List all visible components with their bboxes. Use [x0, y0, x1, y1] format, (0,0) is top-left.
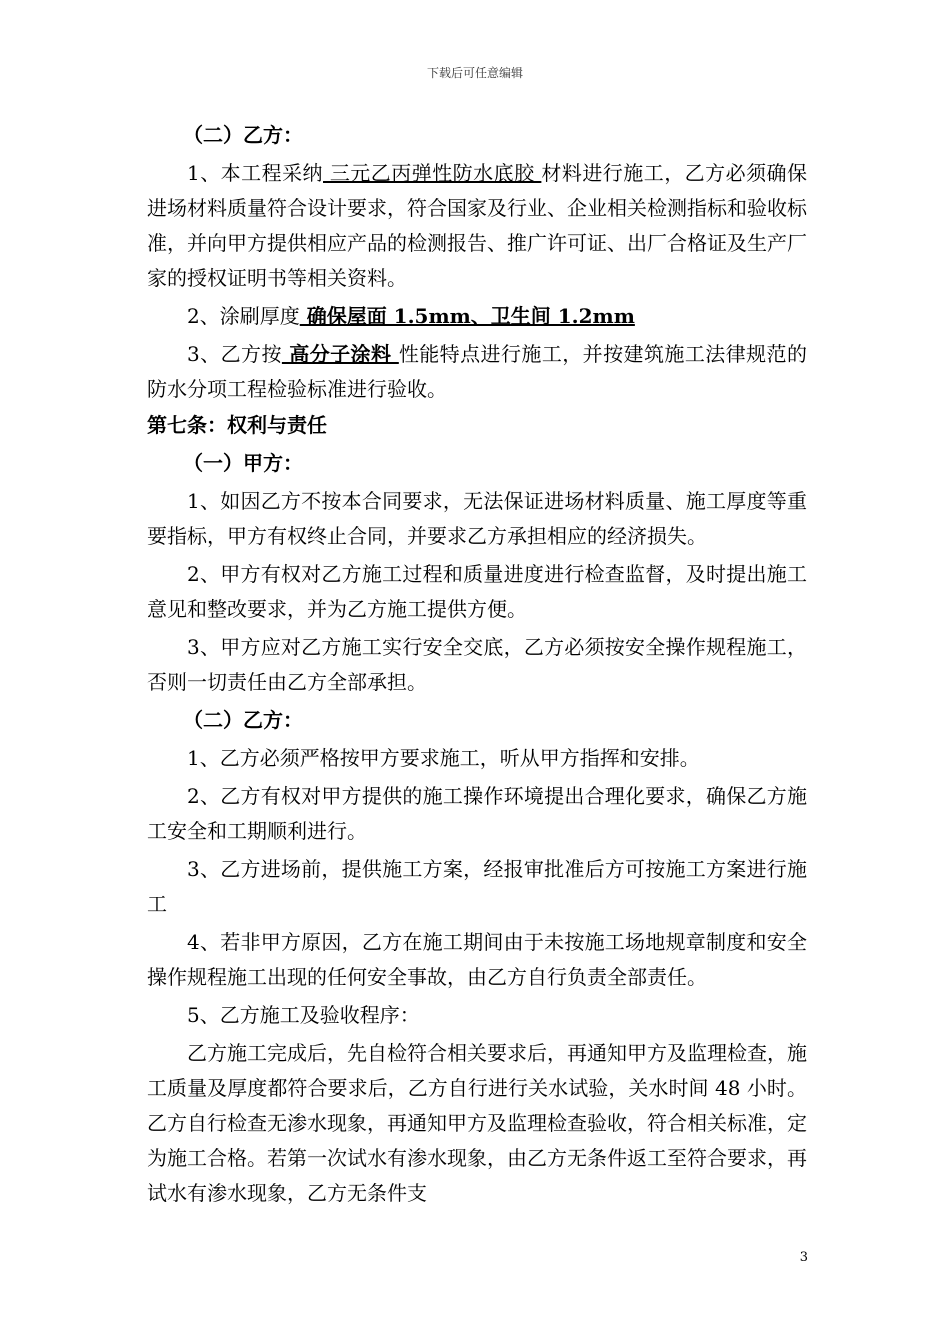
list-item: 1、乙方必须严格按甲方要求施工，听从甲方指挥和安排。 [187, 746, 700, 770]
page-header: 下载后可任意编辑 [426, 66, 523, 80]
section-heading-yi: （二）乙方： [183, 123, 303, 147]
list-item: 2、乙方有权对甲方提供的施工操作环境提出合理化要求，确保乙方施工安全和工期顺利进行。 [147, 784, 807, 843]
underlined-coating-name: 高分子涂料 [281, 342, 399, 366]
paragraph-text: 3、乙方按 [187, 342, 282, 366]
underlined-thickness-spec: 确保屋面 1.5mm、卫生间 1.2mm [299, 304, 635, 328]
document-body [147, 118, 807, 1214]
paragraph-thickness [147, 299, 807, 334]
list-item: 1、如因乙方不按本合同要求，无法保证进场材料质量、施工厚度等重要指标，甲方有权终止合同，并要求乙方承担相应的经济损失。 [147, 489, 807, 548]
paragraph-text: 2、涂刷厚度 [187, 304, 300, 328]
section-heading-jia: （一）甲方： [183, 451, 303, 475]
procedure-paragraph: 乙方施工完成后，先自检符合相关要求后，再通知甲方及监理检查，施工质量及厚度都符合要求后，乙方自行进行关水试验，关水时间 48 小时。乙方自行检查无渗水现象，再通知甲方及监理检查验收，符合相关标准，定为施工合格。若第一次试水有渗水现象，由乙方无条件返工至符合要求，再试水有渗水现象，乙方无条件支 [147, 1041, 807, 1205]
list-item: 3、乙方进场前，提供施工方案，经报审批准后方可按施工方案进行施工 [147, 857, 807, 916]
paragraph-text: 材料进行施工，乙方必须确保进场材料质量符合设计要求，符合国家及行业、企业相关检测指标和验收标准，并向甲方提供相应产品的检测报告、推广许可证、出厂合格证及生产厂家的授权证明书等相关资料。 [147, 161, 808, 290]
paragraph-text: 1、本工程采纳 [187, 161, 324, 185]
section-heading-yi: （二）乙方： [183, 708, 303, 732]
list-item: 3、甲方应对乙方施工实行安全交底，乙方必须按安全操作规程施工，否则一切责任由乙方全部承担。 [147, 635, 807, 694]
list-item: 2、甲方有权对乙方施工过程和质量进度进行检查监督，及时提出施工意见和整改要求，并为乙方施工提供方便。 [147, 562, 807, 621]
list-item: 4、若非甲方原因，乙方在施工期间由于未按施工场地规章制度和安全操作规程施工出现的任何安全事故，由乙方自行负责全部责任。 [147, 930, 807, 989]
page-number: 3 [799, 1250, 808, 1265]
underlined-material-name: 三元乙丙弹性防水底胶 [323, 161, 542, 185]
paragraph-text: 性能特点进行施工，并按建筑施工法律规范的防水分项工程检验标准进行验收。 [147, 342, 807, 401]
article-title: 第七条：权利与责任 [147, 413, 327, 437]
paragraph-construction [147, 337, 807, 407]
paragraph-material [147, 156, 807, 296]
list-item: 5、乙方施工及验收程序： [187, 1003, 420, 1027]
